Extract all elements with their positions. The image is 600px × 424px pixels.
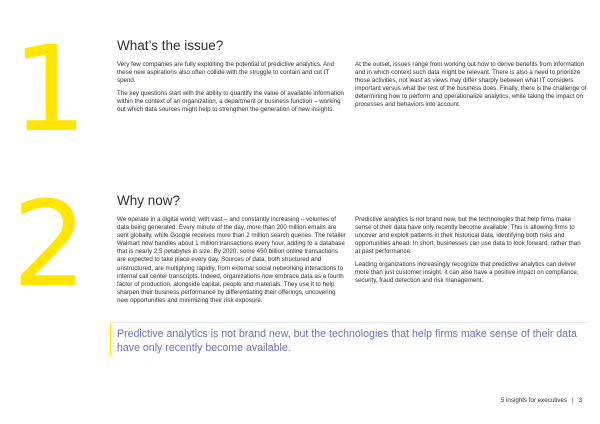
footer-title: 5 insights for executives (500, 397, 567, 404)
section1-column-left (117, 61, 347, 119)
pull-quote: Predictive analytics is not brand new, but the technologies that help firms make sense of their data have only recently become available. (117, 328, 577, 354)
footer-separator: | (571, 397, 574, 404)
page-number: 3 (578, 397, 582, 404)
section-number-2: 2 (12, 175, 88, 313)
section2-column-left (117, 216, 347, 310)
section2-column-right (355, 216, 587, 290)
paragraph: The key questions start with the ability to quantify the value of available information within the context of an organization, a department or business function – working out which data sources might help to strengthen the generation of new insights. (117, 89, 345, 113)
paragraph: Leading organizations increasingly recognize that predictive analytics can deliver more than just customer insight; it can also have a positive impact on compliance, security, fraud detection and risk management. (355, 260, 579, 285)
paragraph: Predictive analytics is not brand new, but the technologies that help firms make sense of their data have only recently become available. This is allowing firms to uncover and exploit patterns in their historical data, identifying both risks and opportunities ahead. In short, businesses can use data to look forward, rather than at past performance. (355, 216, 581, 256)
section-number-1: 1 (12, 20, 88, 158)
paragraph: Very few companies are fully exploiting the potential of predictive analytics. And these new aspirations also often collide with the struggle to contain and cut IT spend. (117, 61, 335, 85)
section-heading-issue: What’s the issue? (117, 38, 224, 53)
quote-divider (110, 322, 588, 323)
quote-accent-bar (110, 323, 111, 356)
paragraph: At the outset, issues range from working out how to derive benefits from information and in which context such data might be relevant. There is also a need to prioritize those activities, not least as views may differ sharply between what IT considers important versus what the rest of the business does. Finally, there is the challenge of determining how to perform and operationalize analytics, while taking the impact on processes and behaviors into account. (355, 61, 587, 109)
paragraph: We operate in a digital world, with vast – and constantly increasing – volumes of data being generated. Every minute of the day, more than 200 million emails are sent globally, while Google receives more than 2 million search queries. The retailer Walmart now handles about 1 million transactions every hour, adding to a database that is nearly 2.5 petabytes in size. By 2020, some 450 billion online transactions are expected to take place every day. Sources of data, both structured and unstructured, are multiplying rapidly, from external social networking interactions to internal call center transcripts. Indeed, organizations now embrace data as a fourth factor of production, alongside capital, people and materials. They use it to help sharpen their business performance by differentiating their offerings, uncovering new opportunities and minimizing their risk exposure. (117, 216, 346, 304)
page-footer (501, 397, 582, 404)
section1-column-right (355, 61, 587, 114)
section-heading-why-now: Why now? (117, 193, 181, 208)
